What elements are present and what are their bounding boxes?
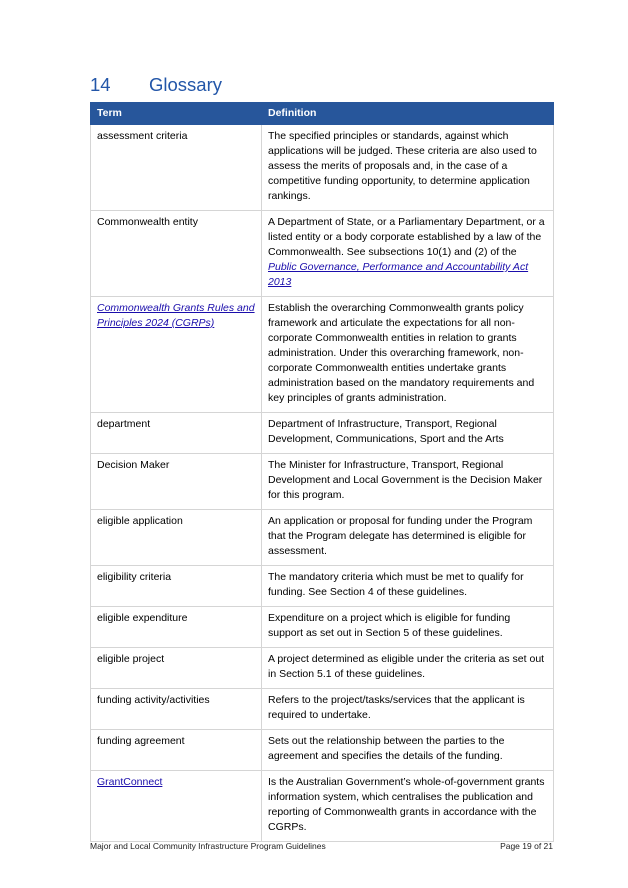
glossary-term: [91, 297, 262, 413]
table-row: [91, 413, 554, 454]
table-row: [91, 566, 554, 607]
glossary-definition: An application or proposal for funding under the Program that the Program delegate has determined is eligible for assessment.: [262, 510, 554, 566]
glossary-term: eligible expenditure: [91, 607, 262, 648]
cgrps-link[interactable]: Commonwealth Grants Rules and Principles 2024 (CGRPs): [97, 302, 255, 329]
glossary-term: funding agreement: [91, 730, 262, 771]
table-row: [91, 648, 554, 689]
definition-column-header: Definition: [262, 103, 554, 125]
glossary-term: Decision Maker: [91, 454, 262, 510]
table-row: [91, 125, 554, 211]
glossary-term: Commonwealth entity: [91, 211, 262, 297]
glossary-definition: Establish the overarching Commonwealth grants policy framework and articulate the expectations for all non-corporate Commonwealth entities in relation to grants administration. Under this overarching framework, non-corporate Commonwealth entities undertake grants administration based on the mandatory requirements and key principles of grants administration.: [262, 297, 554, 413]
glossary-definition: Refers to the project/tasks/services that the applicant is required to undertake.: [262, 689, 554, 730]
glossary-definition: The Minister for Infrastructure, Transport, Regional Development and Local Government is the Decision Maker for this program.: [262, 454, 554, 510]
table-header-row: [91, 103, 554, 125]
glossary-definition: Is the Australian Government’s whole-of-government grants information system, which centralises the publication and reporting of Commonwealth grants in accordance with the CGRPs.: [262, 771, 554, 842]
definition-text: A Department of State, or a Parliamentary Department, or a listed entity or a body corporate established by a law of the Commonwealth. See subsections 10(1) and (2) of the: [268, 216, 545, 258]
pgpa-act-link[interactable]: Public Governance, Performance and Accountability Act 2013: [268, 261, 529, 288]
glossary-definition: Expenditure on a project which is eligible for funding support as set out in Section 5 of these guidelines.: [262, 607, 554, 648]
section-title: Glossary: [149, 74, 222, 95]
glossary-term: eligibility criteria: [91, 566, 262, 607]
glossary-term: department: [91, 413, 262, 454]
table-row: [91, 689, 554, 730]
table-row: [91, 454, 554, 510]
table-row: [91, 211, 554, 297]
glossary-definition: The mandatory criteria which must be met to qualify for funding. See Section 4 of these guidelines.: [262, 566, 554, 607]
term-column-header: Term: [91, 103, 262, 125]
glossary-definition: [262, 211, 554, 297]
glossary-definition: The specified principles or standards, against which applications will be judged. These criteria are also used to assess the merits of proposals and, in the case of a competitive funding opportunity, to determine application rankings.: [262, 125, 554, 211]
footer-document-title: Major and Local Community Infrastructure Program Guidelines: [90, 841, 326, 851]
table-row: [91, 510, 554, 566]
section-heading: [90, 74, 222, 96]
glossary-definition: A project determined as eligible under the criteria as set out in Section 5.1 of these guidelines.: [262, 648, 554, 689]
table-row: [91, 297, 554, 413]
grantconnect-link[interactable]: GrantConnect: [97, 776, 163, 788]
table-row: [91, 771, 554, 842]
glossary-term: eligible project: [91, 648, 262, 689]
table-row: [91, 730, 554, 771]
section-number: 14: [90, 74, 111, 95]
glossary-definition: Department of Infrastructure, Transport, Regional Development, Communications, Sport and the Arts: [262, 413, 554, 454]
glossary-table: [90, 102, 554, 842]
glossary-term: funding activity/activities: [91, 689, 262, 730]
glossary-term: assessment criteria: [91, 125, 262, 211]
glossary-term: [91, 771, 262, 842]
table-row: [91, 607, 554, 648]
glossary-term: eligible application: [91, 510, 262, 566]
footer-page-number: Page 19 of 21: [500, 841, 553, 851]
glossary-definition: Sets out the relationship between the parties to the agreement and specifies the details of the funding.: [262, 730, 554, 771]
